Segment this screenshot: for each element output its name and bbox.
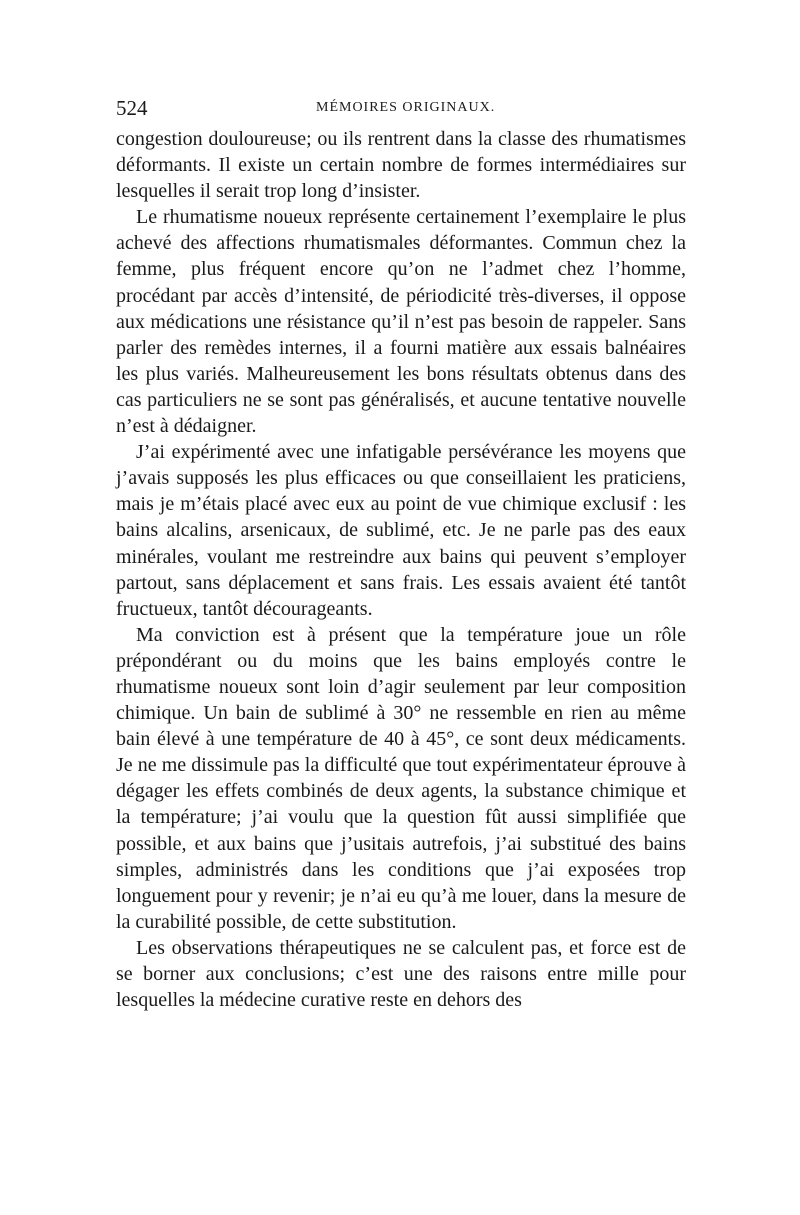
paragraph-observations: Les observations thérapeutiques ne se calculent pas, et force est de se borner aux conclusions; c’est une des raisons entre mille pour lesquelles la médecine curative reste en dehors des <box>116 936 686 1012</box>
paragraph-continuation: congestion douloureuse; ou ils rentrent dans la classe des rhumatismes déformants. Il existe un certain nombre de formes intermédiaires sur lesquelles il serait trop long d’insister. <box>116 128 686 203</box>
body-text <box>116 126 686 1013</box>
running-head-title: MÉMOIRES ORIGINAUX. <box>316 100 496 115</box>
paragraph-rhumatisme-noueux: Le rhumatisme noueux représente certainement l’exemplaire le plus achevé des affections rhumatismales déformantes. Commun chez la femme, plus fréquent encore qu’on ne l’admet chez l’homme, procédant par accès d’intensité, de périodicité très-diverses, il oppose aux médications une résistance qu’il n’est pas besoin de rappeler. Sans parler des remèdes internes, il a fourni matière aux essais balnéaires les plus variés. Malheureusement les bons résultats obtenus dans des cas particuliers ne se sont pas généralisés, et aucune tentative nouvelle n’est à dédaigner. <box>116 206 686 438</box>
paragraph-temperature: Ma conviction est à présent que la température joue un rôle prépondérant ou du moins que les bains employés contre le rhumatisme noueux sont loin d’agir seulement par leur composition chimique. Un bain de sublimé à 30° ne ressemble en rien au même bain élevé à une température de 40 à 45°, ce sont deux médicaments. Je ne me dissimule pas la difficulté que tout expérimentateur éprouve à dégager les effets combinés de deux agents, la substance chimique et la température; j’ai voulu que la question fût aussi simplifiée que possible, et aux bains que j’usitais autrefois, j’ai substitué des bains simples, administrés dans les conditions que j’ai exposées trop longuement pour y revenir; je n’ai eu qu’à me louer, dans la mesure de la curabilité possible, de cette substitution. <box>116 623 686 933</box>
running-head <box>116 96 686 126</box>
page-number: 524 <box>116 96 148 120</box>
paragraph-experimentation: J’ai expérimenté avec une infatigable persévérance les moyens que j’avais supposés les plus efficaces ou que conseillaient les praticiens, mais je m’étais placé avec eux au point de vue chimique exclusif : les bains alcalins, arsenicaux, de sublimé, etc. Je ne parle pas des eaux minérales, voulant me restreindre aux bains qui peuvent s’employer partout, sans déplacement et sans frais. Les essais avaient été tantôt fructueux, tantôt décourageants. <box>116 441 686 620</box>
book-page <box>116 96 686 1013</box>
